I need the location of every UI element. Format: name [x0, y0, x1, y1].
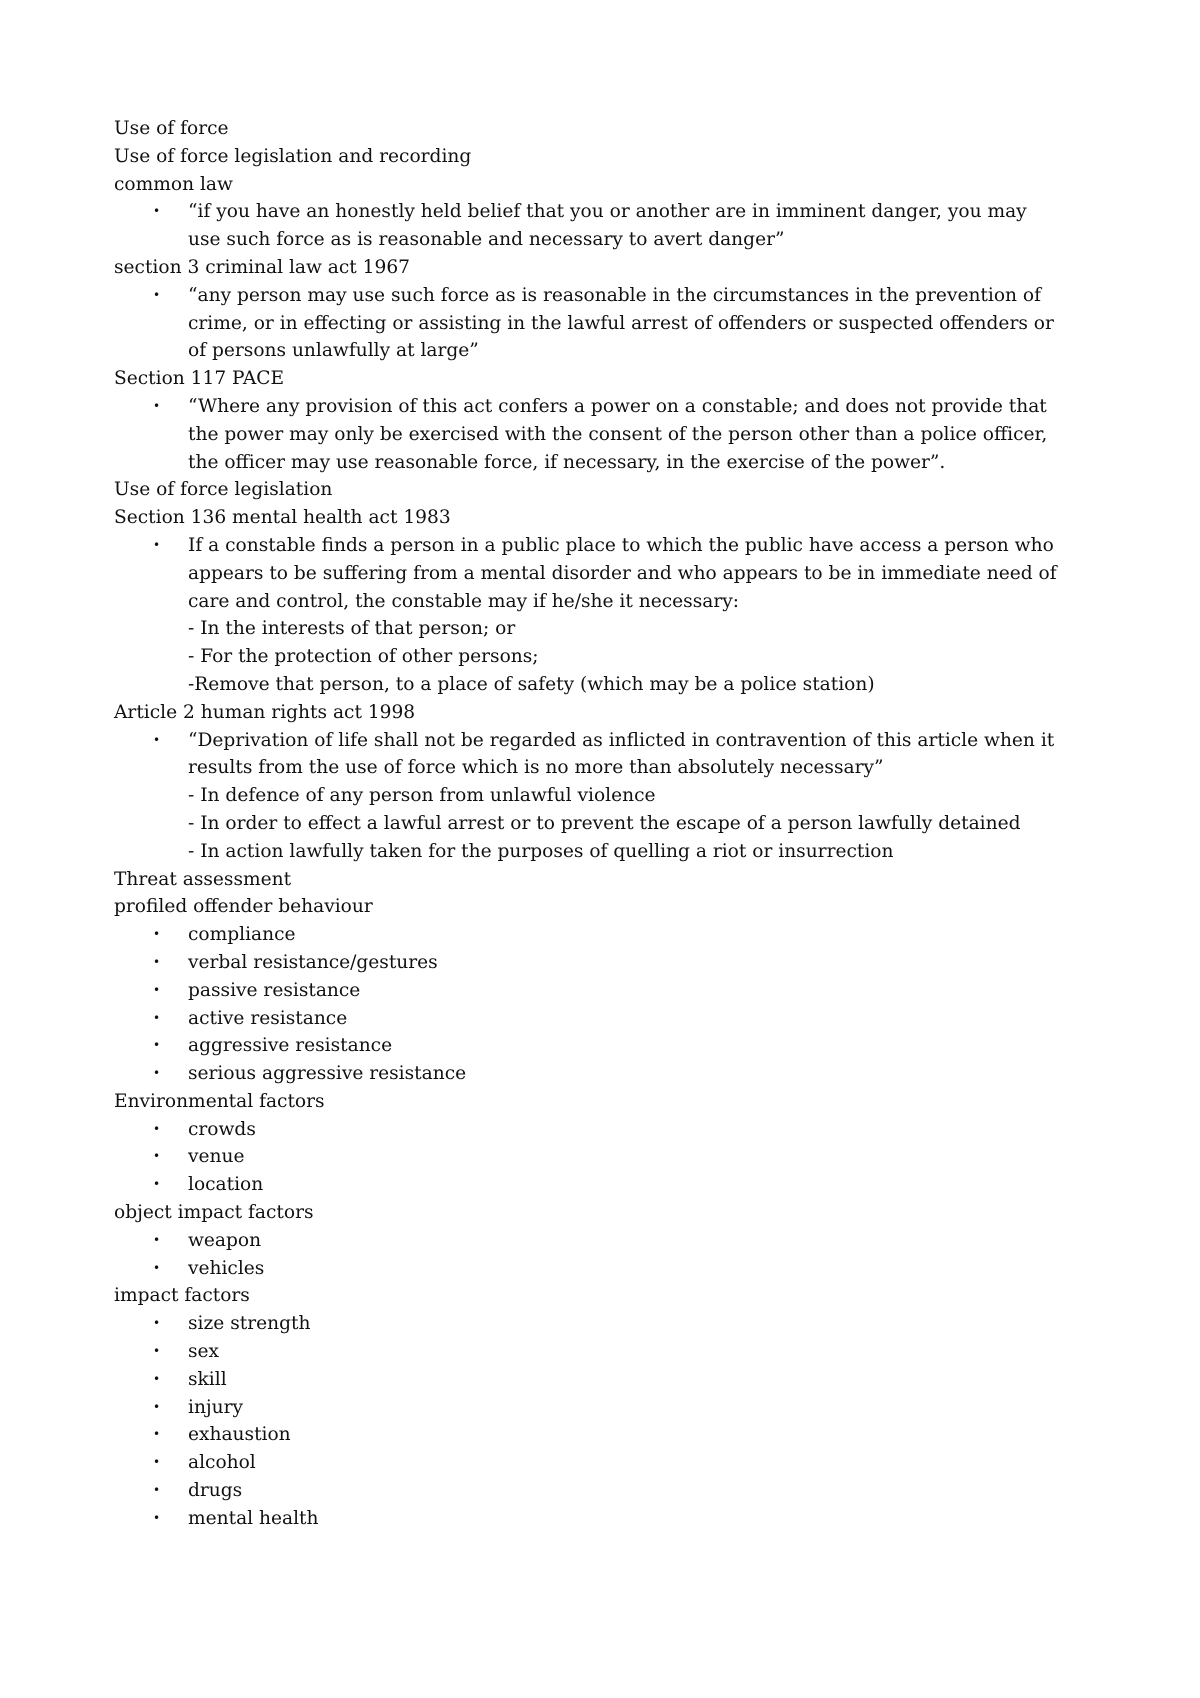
bullet-item-text: use such force as is reasonable and necessary to avert danger”: [188, 229, 785, 251]
bullet-item-text: exhaustion: [188, 1424, 291, 1446]
bullet-icon: •: [153, 1344, 161, 1359]
bullet-item: [114, 1143, 1104, 1171]
bullet-icon: •: [153, 1010, 161, 1025]
bullet-item-text: of persons unlawfully at large”: [188, 340, 479, 362]
bullet-item-text: the officer may use reasonable force, if necessary, in the exercise of the power”.: [188, 451, 946, 473]
bullet-item: [114, 1505, 1104, 1533]
section-heading: Use of force legislation: [114, 479, 333, 501]
bullet-icon: •: [153, 1121, 161, 1136]
bullet-item-text: results from the use of force which is no more than absolutely necessary”: [188, 757, 884, 779]
bullet-icon: •: [153, 1260, 161, 1275]
bullet-item-text: mental health: [188, 1507, 319, 1529]
bullet-item: [114, 198, 1104, 254]
bullet-item-text: injury: [188, 1396, 244, 1418]
bullet-item: [114, 1477, 1104, 1505]
bullet-list: [114, 1310, 1104, 1532]
bullet-item-text: “if you have an honestly held belief that you or another are in imminent danger, you may: [188, 201, 1027, 223]
bullet-item-text: “Deprivation of life shall not be regarded as inflicted in contravention of this article when it: [188, 729, 1055, 751]
bullet-icon: •: [153, 204, 161, 219]
bullet-item-text: “Where any provision of this act confers a power on a constable; and does not provide that: [188, 395, 1047, 417]
bullet-item-text: alcohol: [188, 1452, 256, 1474]
bullet-item-text: location: [188, 1174, 264, 1196]
section-heading: Section 136 mental health act 1983: [114, 507, 451, 529]
bullet-icon: •: [153, 287, 161, 302]
bullet-icon: •: [153, 1177, 161, 1192]
bullet-item-text: appears to be suffering from a mental disorder and who appears to be in immediate need of: [188, 562, 1057, 584]
bullet-icon: •: [153, 1316, 161, 1331]
bullet-item-text: - In action lawfully taken for the purposes of quelling a riot or insurrection: [188, 840, 894, 862]
bullet-list: [114, 393, 1104, 476]
bullet-item: [114, 1227, 1104, 1255]
bullet-list: [114, 198, 1104, 254]
section-heading: impact factors: [114, 1285, 250, 1307]
bullet-item: [114, 1060, 1104, 1088]
bullet-icon: •: [153, 1455, 161, 1470]
bullet-item: [114, 1116, 1104, 1144]
bullet-item: [114, 1366, 1104, 1394]
bullet-item-text: venue: [188, 1146, 245, 1168]
bullet-item-text: sex: [188, 1341, 220, 1363]
bullet-item: [114, 1449, 1104, 1477]
bullet-item-text: weapon: [188, 1229, 262, 1251]
bullet-list: [114, 282, 1104, 365]
bullet-icon: •: [153, 1371, 161, 1386]
bullet-item: [114, 1171, 1104, 1199]
bullet-icon: •: [153, 927, 161, 942]
bullet-list: [114, 1227, 1104, 1283]
bullet-item-text: size strength: [188, 1313, 311, 1335]
bullet-item-text: passive resistance: [188, 979, 361, 1001]
bullet-list: [114, 921, 1104, 1088]
bullet-icon: •: [153, 537, 161, 552]
bullet-item-text: crowds: [188, 1118, 256, 1140]
bullet-item: [114, 1394, 1104, 1422]
bullet-icon: •: [153, 1038, 161, 1053]
section-heading: Environmental factors: [114, 1090, 325, 1112]
bullet-icon: •: [153, 398, 161, 413]
bullet-icon: •: [153, 1232, 161, 1247]
bullet-item-text: “any person may use such force as is reasonable in the circumstances in the prevention of: [188, 284, 1041, 306]
bullet-list: [114, 727, 1104, 866]
bullet-item-text: active resistance: [188, 1007, 348, 1029]
bullet-item-text: -Remove that person, to a place of safety (which may be a police station): [188, 673, 875, 695]
bullet-item-text: compliance: [188, 924, 296, 946]
bullet-item: [114, 977, 1104, 1005]
document-body: [114, 115, 1104, 1533]
bullet-item-text: - In defence of any person from unlawful violence: [188, 785, 656, 807]
section-heading: Use of force: [114, 118, 229, 139]
bullet-icon: •: [153, 1066, 161, 1081]
bullet-item: [114, 921, 1104, 949]
bullet-item-text: serious aggressive resistance: [188, 1063, 467, 1085]
bullet-item-text: skill: [188, 1368, 227, 1390]
section-heading: profiled offender behaviour: [114, 896, 373, 918]
bullet-item-text: If a constable finds a person in a public place to which the public have access a person who: [188, 534, 1054, 556]
section-heading: Use of force legislation and recording: [114, 145, 472, 167]
bullet-item: [114, 1421, 1104, 1449]
bullet-item-text: aggressive resistance: [188, 1035, 393, 1057]
bullet-icon: •: [153, 1510, 161, 1525]
section-heading: section 3 criminal law act 1967: [114, 256, 411, 278]
bullet-item: [114, 532, 1104, 699]
section-heading: Threat assessment: [114, 868, 292, 890]
bullet-item: [114, 1310, 1104, 1338]
bullet-list: [114, 1116, 1104, 1199]
bullet-icon: •: [153, 982, 161, 997]
bullet-item-text: - In the interests of that person; or: [188, 618, 516, 640]
section-heading: common law: [114, 173, 233, 195]
section-heading: Article 2 human rights act 1998: [114, 701, 416, 723]
bullet-icon: •: [153, 1399, 161, 1414]
bullet-item-text: vehicles: [188, 1257, 265, 1279]
bullet-item: [114, 1338, 1104, 1366]
bullet-icon: •: [153, 1483, 161, 1498]
section-heading: object impact factors: [114, 1202, 314, 1224]
bullet-list: [114, 532, 1104, 699]
bullet-item: [114, 1255, 1104, 1283]
bullet-item-text: drugs: [188, 1480, 243, 1502]
bullet-item: [114, 1032, 1104, 1060]
bullet-icon: •: [153, 1149, 161, 1164]
bullet-icon: •: [153, 954, 161, 969]
bullet-icon: •: [153, 732, 161, 747]
bullet-item-text: crime, or in effecting or assisting in the lawful arrest of offenders or suspected offenders or: [188, 312, 1054, 334]
bullet-icon: •: [153, 1427, 161, 1442]
bullet-item-text: care and control, the constable may if he/she it necessary:: [188, 590, 739, 612]
bullet-item: [114, 1005, 1104, 1033]
bullet-item: [114, 727, 1104, 866]
bullet-item-text: - In order to effect a lawful arrest or to prevent the escape of a person lawfully detained: [188, 812, 1021, 834]
section-heading: Section 117 PACE: [114, 368, 285, 390]
bullet-item: [114, 393, 1104, 476]
bullet-item-text: - For the protection of other persons;: [188, 646, 539, 668]
bullet-item-text: verbal resistance/gestures: [188, 951, 438, 973]
bullet-item: [114, 282, 1104, 365]
bullet-item: [114, 949, 1104, 977]
bullet-item-text: the power may only be exercised with the consent of the person other than a police officer,: [188, 423, 1048, 445]
